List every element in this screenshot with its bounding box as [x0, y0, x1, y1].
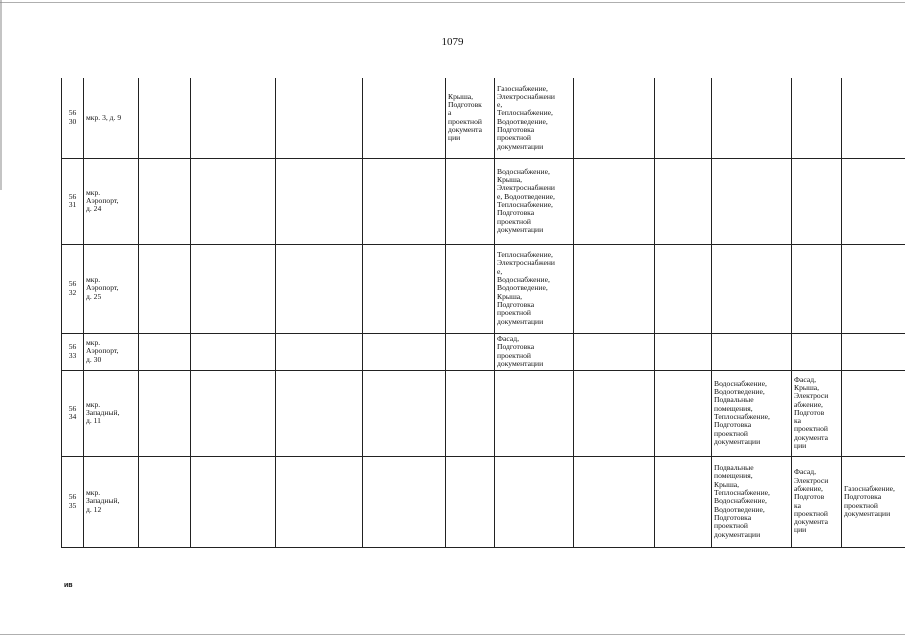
- cell-empty: [191, 456, 276, 547]
- row-address-text: мкр. 3, д. 9: [86, 112, 122, 122]
- cell-empty: [276, 456, 363, 547]
- cell-work-types: [792, 78, 842, 158]
- work-types-text: Водоснабжение, Водоотведение, Подвальные помещения, Теплоснабжение, Подготовка проектной документации: [714, 378, 770, 446]
- cell-work-types: [842, 78, 905, 158]
- cell-work-types: [446, 456, 495, 547]
- row-address-text: мкр. Аэропорт, д. 25: [86, 275, 119, 301]
- cell-empty: [276, 158, 363, 244]
- cell-work-types: [495, 333, 574, 370]
- cell-empty: [363, 78, 446, 158]
- cell-empty: [191, 333, 276, 370]
- cell-work-types: [792, 370, 842, 456]
- cell-work-types: [495, 158, 574, 244]
- cell-work-types: [842, 456, 905, 547]
- scan-edge-left: [0, 0, 2, 190]
- cell-work-types: [446, 78, 495, 158]
- cell-empty: [139, 244, 191, 333]
- cell-empty: [139, 456, 191, 547]
- cell-empty: [191, 78, 276, 158]
- registry-table: [61, 78, 905, 548]
- cell-empty: [363, 158, 446, 244]
- row-address: [84, 333, 139, 370]
- scan-edge-bottom: [0, 634, 905, 635]
- cell-empty: [139, 78, 191, 158]
- cell-empty: [655, 370, 712, 456]
- cell-work-types: [842, 244, 905, 333]
- row-number-text: 56 34: [68, 403, 77, 421]
- cell-work-types: [446, 158, 495, 244]
- row-number-text: 56 31: [68, 191, 77, 209]
- cell-empty: [655, 456, 712, 547]
- cell-work-types: [792, 244, 842, 333]
- cell-work-types: [792, 333, 842, 370]
- row-number-text: 56 33: [68, 342, 77, 360]
- row-number-text: 56 30: [68, 108, 77, 126]
- work-types-text: Фасад, Крыша, Электроси абжение, Подготов ка проектной документа ции: [794, 374, 829, 451]
- table-row: [62, 333, 905, 370]
- table-row: [62, 456, 905, 547]
- row-address: [84, 244, 139, 333]
- table-row: [62, 78, 905, 158]
- cell-work-types: [712, 333, 792, 370]
- page-number: 1079: [441, 36, 464, 48]
- row-address: [84, 456, 139, 547]
- cell-empty: [276, 370, 363, 456]
- row-address-text: мкр. Западный, д. 11: [86, 399, 120, 426]
- cell-work-types: [712, 78, 792, 158]
- cell-empty: [191, 244, 276, 333]
- cell-empty: [191, 370, 276, 456]
- cell-empty: [191, 158, 276, 244]
- cell-empty: [655, 158, 712, 244]
- cell-empty: [139, 333, 191, 370]
- cell-empty: [276, 78, 363, 158]
- work-types-text: Газоснабжение, Электроснабжени е, Теплоснабжение, Водоотведение, Подготовка проектной документации: [497, 83, 555, 151]
- row-number: [62, 244, 84, 333]
- cell-work-types: [792, 158, 842, 244]
- cell-empty: [139, 370, 191, 456]
- row-number: [62, 333, 84, 370]
- cell-empty: [574, 333, 655, 370]
- cell-work-types: [712, 370, 792, 456]
- cell-work-types: [446, 333, 495, 370]
- cell-empty: [139, 158, 191, 244]
- cell-work-types: [712, 244, 792, 333]
- cell-work-types: [712, 158, 792, 244]
- footer-mark: ив: [64, 582, 73, 589]
- table-row: [62, 370, 905, 456]
- row-address: [84, 370, 139, 456]
- row-address-text: мкр. Аэропорт, д. 30: [86, 338, 119, 364]
- cell-empty: [574, 158, 655, 244]
- work-types-text: Крыша, Подготовк а проектной документа ции: [448, 91, 482, 143]
- row-address: [84, 158, 139, 244]
- cell-empty: [276, 244, 363, 333]
- work-types-text: Газоснабжение, Подготовка проектной документации: [844, 483, 895, 518]
- row-address-text: мкр. Аэропорт, д. 24: [86, 187, 119, 214]
- cell-work-types: [495, 244, 574, 333]
- row-number: [62, 158, 84, 244]
- cell-empty: [363, 333, 446, 370]
- cell-empty: [574, 244, 655, 333]
- row-number-text: 56 35: [68, 492, 77, 510]
- row-number: [62, 78, 84, 158]
- cell-empty: [655, 244, 712, 333]
- work-types-text: Теплоснабжение, Электроснабжени е, Водоснабжение, Водоотведение, Крыша, Подготовка проектной документации: [497, 250, 555, 326]
- work-types-text: Фасад, Подготовка проектной документации: [497, 333, 544, 368]
- row-number: [62, 456, 84, 547]
- cell-work-types: [495, 78, 574, 158]
- cell-empty: [574, 456, 655, 547]
- cell-work-types: [792, 456, 842, 547]
- row-number: [62, 370, 84, 456]
- work-types-text: Водоснабжение, Крыша, Электроснабжени е, Водоотведение, Теплоснабжение, Подготовка проектной документации: [497, 166, 555, 234]
- row-number-text: 56 32: [68, 279, 77, 297]
- cell-empty: [574, 370, 655, 456]
- cell-empty: [655, 333, 712, 370]
- cell-work-types: [842, 370, 905, 456]
- cell-work-types: [446, 244, 495, 333]
- cell-empty: [655, 78, 712, 158]
- cell-empty: [363, 456, 446, 547]
- cell-empty: [363, 244, 446, 333]
- cell-empty: [363, 370, 446, 456]
- table-row: [62, 158, 905, 244]
- cell-work-types: [446, 370, 495, 456]
- cell-work-types: [712, 456, 792, 547]
- cell-work-types: [842, 158, 905, 244]
- row-address: [84, 78, 139, 158]
- cell-work-types: [842, 333, 905, 370]
- scan-edge-top: [0, 2, 905, 3]
- cell-empty: [574, 78, 655, 158]
- cell-work-types: [495, 370, 574, 456]
- work-types-text: Подвальные помещения, Крыша, Теплоснабжение, Водоснабжение, Водоотведение, Подготовка проектной документации: [714, 463, 770, 539]
- work-types-text: Фасад, Электроси абжение, Подготов ка проектной документа ции: [794, 467, 829, 535]
- cell-work-types: [495, 456, 574, 547]
- cell-empty: [276, 333, 363, 370]
- table-row: [62, 244, 905, 333]
- row-address-text: мкр. Западный, д. 12: [86, 488, 120, 514]
